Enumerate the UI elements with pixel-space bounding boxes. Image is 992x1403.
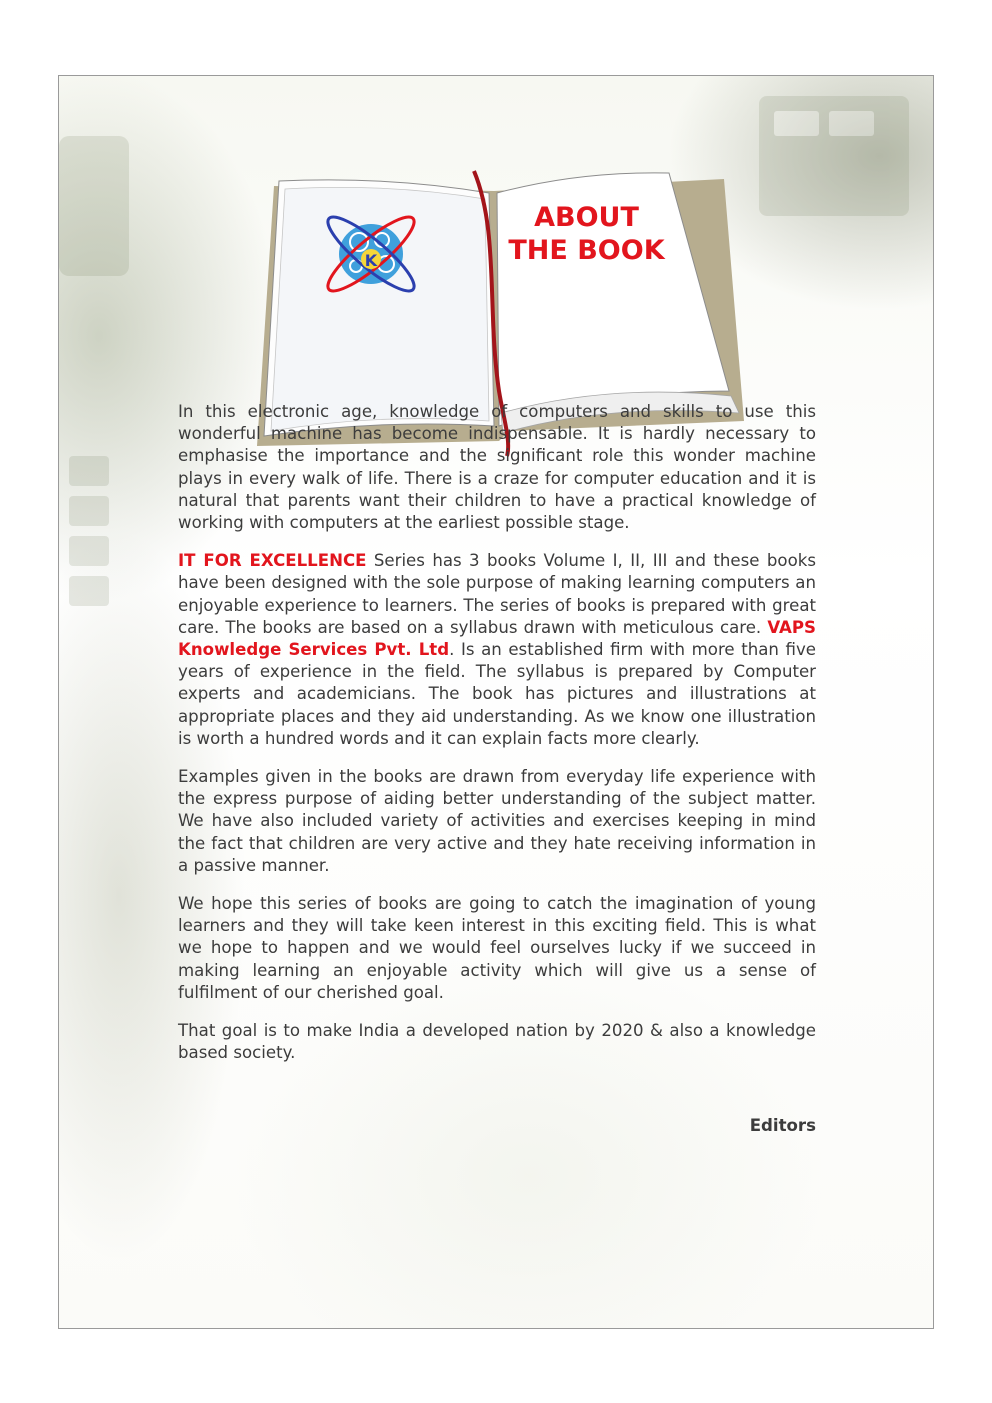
- paragraph-intro: In this electronic age, knowledge of computers and skills to use this wonderful machine has become indispensable. It is hardly necessary to emphasise the importance and the significant role this wonder machine plays in every walk of life. There is a craze for computer education and it is natural that parents want their children to have a practical knowledge of working with computers at the earliest possible stage.: [178, 402, 816, 533]
- paragraph-series-text-a: Series has 3 books Volume I, II, III and these books have been designed with the sole purpose of making learning computers an enjoyable experience to learners. The series of books is prepared with great care. The books are based on a syllabus drawn with meticulous care.: [178, 551, 816, 637]
- paragraph-series-text-b: . Is an established firm with more than five years of experience in the field. The syllabus is prepared by Computer experts and academicians. The book has pictures and illustrations at appropriate places and they aid understanding. As we know one illustration is worth a hundred words and it can explain facts more clearly.: [178, 640, 816, 748]
- body-text: [178, 401, 816, 1080]
- paragraph-examples: Examples given in the books are drawn from everyday life experience with the express purpose of aiding better understanding of the subject matter. We have also included variety of activities and exercises keeping in mind the fact that children are very active and they hate receiving information in a passive manner.: [178, 767, 816, 875]
- paragraph-hope: We hope this series of books are going to catch the imagination of young learners and they will take keen interest in this exciting field. This is what we hope to happen and we would feel ourselves lucky if we succeed in making learning an enjoyable activity which will give us a sense of fulfilment of our cherished goal.: [178, 894, 816, 1002]
- title-line-the-book: THE BOOK: [508, 235, 665, 266]
- vaps-logo: [314, 204, 429, 304]
- book-title: [499, 201, 674, 267]
- series-name-highlight: IT FOR EXCELLENCE: [178, 551, 367, 571]
- signature: Editors: [749, 1116, 816, 1135]
- title-line-about: ABOUT: [534, 202, 639, 233]
- logo-letter: K: [364, 251, 378, 270]
- company-name-highlight: VAPS Knowledge Services Pvt. Ltd: [178, 617, 816, 660]
- paragraph-series: [178, 550, 816, 750]
- paragraph-goal: That goal is to make India a developed nation by 2020 & also a knowledge based society.: [178, 1021, 816, 1063]
- page-frame: [58, 75, 934, 1329]
